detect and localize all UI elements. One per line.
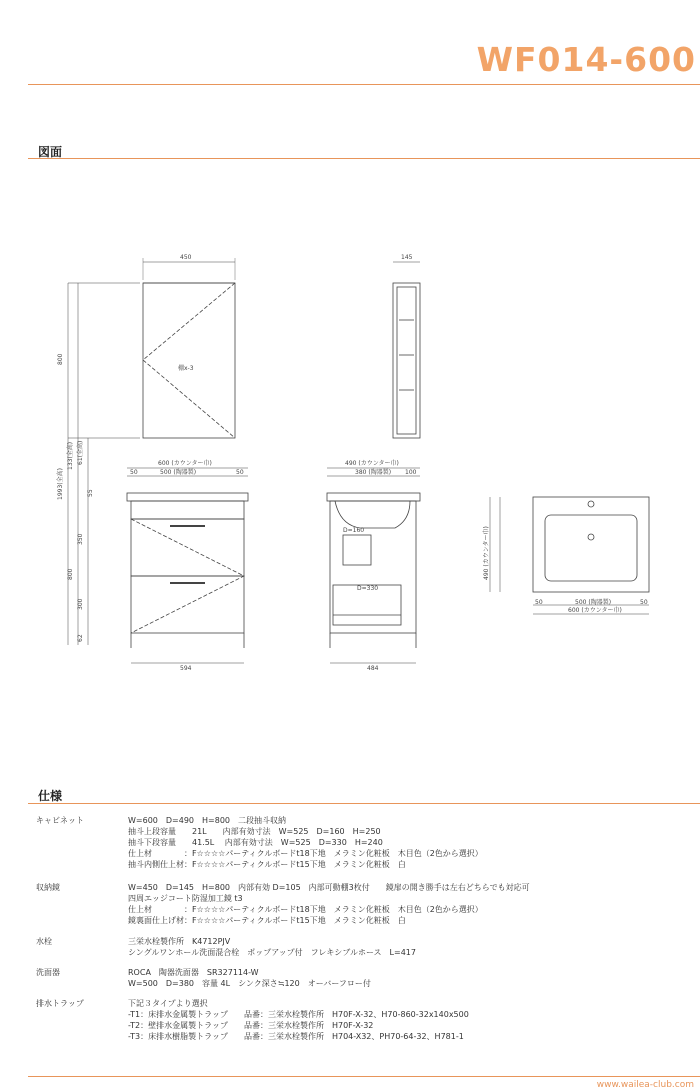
dim-mirror-d: 145 xyxy=(401,254,413,261)
spec-label: 水栓 xyxy=(36,937,52,946)
footer-rule xyxy=(28,1076,700,1077)
spec-label: キャビネット xyxy=(36,816,84,825)
spec-line: 仕上材 ：F☆☆☆☆パーティクルボードt18下地 メラミン化粧板 木目色（2色から選択） xyxy=(128,849,483,858)
plan-dim-side-l: 50 xyxy=(535,599,543,606)
dim-h2: 61(全高) xyxy=(77,440,84,465)
dim-hb1: 55 xyxy=(87,489,94,497)
left-dimensions xyxy=(56,283,140,645)
dim-total-h: 1993(全高) xyxy=(57,468,64,500)
spec-line: -T2：壁排水金属製トラップ 品番：三栄水栓製作所 H70F-X-32 xyxy=(128,1021,374,1030)
dim-bowl-d: 380 (陶器製) xyxy=(355,469,392,476)
spec-line: -T1：床排水金属製トラップ 品番：三栄水栓製作所 H70F-X-32、H70-860-32x140x500 xyxy=(128,1010,469,1019)
spec-line: 鏡裏面仕上げ材：F☆☆☆☆パーティクルボードt15下地 メラミン化粧板 白 xyxy=(128,916,406,925)
plan-dim-side-r: 50 xyxy=(640,599,648,606)
mirror-front-view xyxy=(143,254,235,438)
spec-line: 四周エッジコート防湿加工鏡 t3 xyxy=(128,894,243,903)
shelf-label: 棚x-3 xyxy=(178,365,194,372)
dim-counter-w: 600 (カウンター巾) xyxy=(158,460,212,467)
spec-label: 排水トラップ xyxy=(36,999,84,1008)
spec-line: 抽斗上段容量 21L 内部有効寸法 W=525 D=160 H=250 xyxy=(128,827,381,836)
spec-line: 下記３タイプより選択 xyxy=(128,999,208,1008)
spec-line: -T3：床排水樹脂製トラップ 品番：三栄水栓製作所 H704-X32、PH70-64-32、H781-1 xyxy=(128,1032,464,1041)
plan-dim-d: 490 (カウンター巾) xyxy=(483,526,490,580)
section-title-drawing: 図面 xyxy=(38,145,63,159)
spec-label: 洗面器 xyxy=(36,968,60,977)
mirror-side-view xyxy=(393,254,420,438)
basin-plan-view xyxy=(482,497,649,614)
dim-hb5: 62 xyxy=(77,634,84,642)
spec-line: W=450 D=145 H=800 内部有効 D=105 内部可動棚3枚付 鏡扉の開き勝手は左右どちらでも対応可 xyxy=(128,883,530,892)
spec-line: 抽斗内側仕上材：F☆☆☆☆パーティクルボードt15下地 メラミン化粧板 白 xyxy=(128,860,406,869)
spec-line: 三栄水栓製作所 K4712PJV xyxy=(128,937,231,946)
dim-hb4: 800 xyxy=(67,568,74,580)
header-rule xyxy=(28,84,700,85)
spec-line: W=600 D=490 H=800 二段抽斗収納 xyxy=(128,816,287,825)
spec-line: 抽斗下段容量 41.5L 内部有効寸法 W=525 D=330 H=240 xyxy=(128,838,383,847)
plan-dim-w: 500 (陶器製) xyxy=(575,599,612,606)
dim-mirror-w: 450 xyxy=(180,254,192,261)
cabinet-side-view xyxy=(327,459,420,672)
technical-drawing xyxy=(0,160,700,780)
spec-line: シングルワンホール洗面混合栓 ポップアップ付 フレキシブルホース L=417 xyxy=(128,948,416,957)
spec-label: 収納鏡 xyxy=(36,883,60,892)
spec-line: W=500 D=380 容量 4L シンク深さ≒120 オーバーフロー付 xyxy=(128,979,371,988)
dim-side-l: 50 xyxy=(130,469,138,476)
section-rule-spec xyxy=(28,803,700,804)
dim-hb2: 350 xyxy=(77,533,84,545)
dim-side-r: 50 xyxy=(236,469,244,476)
cabinet-front-view xyxy=(127,459,248,672)
dim-h1: 133(全高) xyxy=(67,441,74,470)
dim-base-w: 594 xyxy=(180,665,192,672)
spec-line: ROCA 陶器洗面器 SR327114-W xyxy=(128,968,259,977)
dim-d330: D=330 xyxy=(357,585,379,592)
dim-counter-d: 490 (カウンター巾) xyxy=(345,460,399,467)
dim-hb3: 300 xyxy=(77,598,84,610)
dim-base-d: 484 xyxy=(367,665,379,672)
dim-bowl-w: 500 (陶器製) xyxy=(160,469,197,476)
dim-d160: D=160 xyxy=(343,527,365,534)
section-rule-drawing xyxy=(28,158,700,159)
section-title-spec: 仕様 xyxy=(38,789,63,803)
model-title: WF014-600 xyxy=(476,40,696,79)
dim-back: 100 xyxy=(405,469,417,476)
dim-mirror-h: 800 xyxy=(57,353,64,365)
footer-url[interactable]: www.wailea-club.com xyxy=(596,1080,694,1090)
spec-line: 仕上材 ：F☆☆☆☆パーティクルボードt18下地 メラミン化粧板 木目色（2色から選択） xyxy=(128,905,483,914)
plan-dim-w2: 600 (カウンター巾) xyxy=(568,607,622,614)
